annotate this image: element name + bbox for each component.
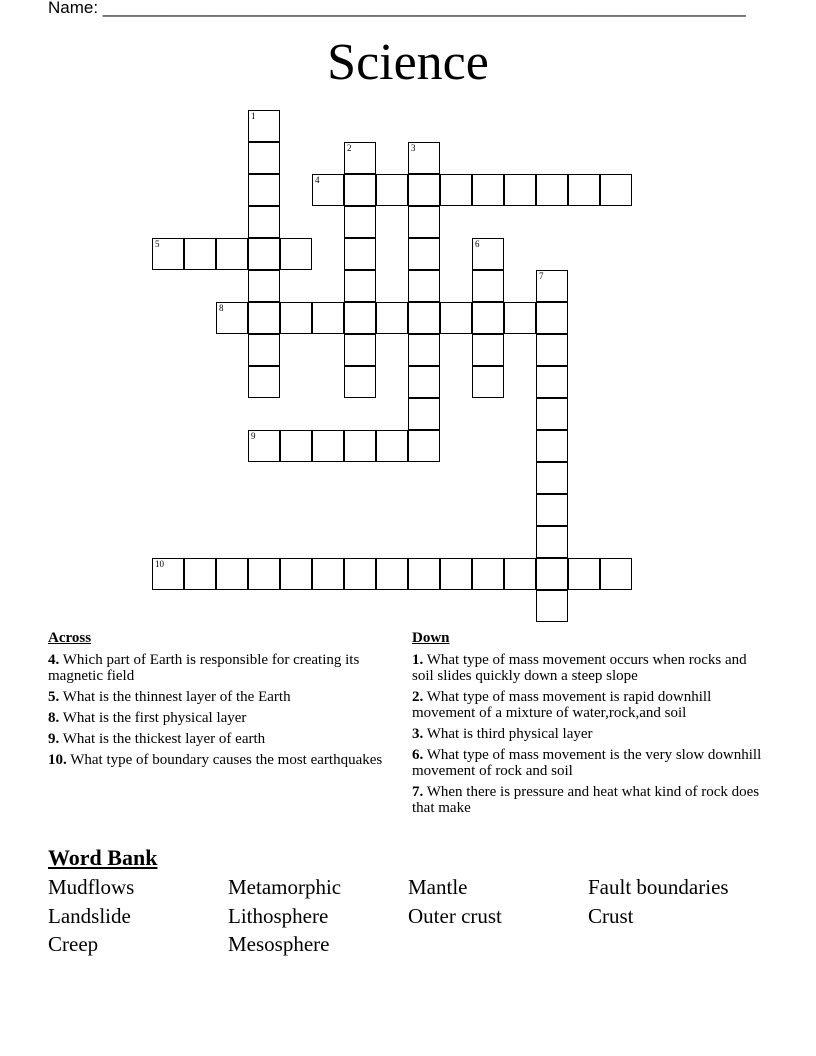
clue-down-1: 1. What type of mass movement occurs when rocks and soil slides quickly down a steep slope — [412, 652, 747, 684]
crossword-cell[interactable] — [248, 142, 280, 174]
crossword-cell[interactable] — [216, 558, 248, 590]
clue-across-5: 5. What is the thinnest layer of the Earth — [48, 689, 291, 705]
crossword-cell[interactable] — [536, 462, 568, 494]
crossword-cell[interactable] — [472, 334, 504, 366]
clue-number: 1 — [251, 111, 256, 121]
crossword-cell[interactable] — [152, 238, 184, 270]
crossword-cell[interactable] — [280, 302, 312, 334]
crossword-cell[interactable] — [536, 398, 568, 430]
crossword-cell[interactable] — [408, 558, 440, 590]
crossword-cell[interactable] — [152, 558, 184, 590]
clue-across-8: 8. What is the first physical layer — [48, 710, 247, 726]
word-bank-item: Mudflows — [48, 875, 135, 899]
crossword-cell[interactable] — [344, 238, 376, 270]
crossword-cell[interactable] — [248, 174, 280, 206]
crossword-cell[interactable] — [312, 558, 344, 590]
crossword-cell[interactable] — [504, 302, 536, 334]
clue-down-7: 7. When there is pressure and heat what kind of rock does that make — [412, 784, 760, 816]
crossword-cell[interactable] — [280, 238, 312, 270]
page-title: Science — [327, 34, 489, 91]
crossword-cell[interactable] — [248, 558, 280, 590]
clue-across-4: 4. Which part of Earth is responsible for creating its magnetic field — [48, 652, 360, 684]
crossword-cell[interactable] — [568, 558, 600, 590]
crossword-cell[interactable] — [216, 238, 248, 270]
word-bank-item: Outer crust — [408, 904, 502, 928]
crossword-cell[interactable] — [248, 206, 280, 238]
crossword-cell[interactable] — [536, 270, 568, 302]
word-bank-item: Lithosphere — [228, 904, 329, 928]
crossword-cell[interactable] — [472, 302, 504, 334]
clue-across-9: 9. What is the thickest layer of earth — [48, 731, 266, 747]
crossword-cell[interactable] — [376, 174, 408, 206]
crossword-cell[interactable] — [504, 174, 536, 206]
crossword-cell[interactable] — [536, 302, 568, 334]
crossword-cell[interactable] — [600, 174, 632, 206]
clue-number: 2 — [347, 143, 352, 153]
crossword-cell[interactable] — [568, 174, 600, 206]
crossword-cell[interactable] — [344, 270, 376, 302]
down-heading: Down — [412, 630, 450, 646]
crossword-cell[interactable] — [408, 430, 440, 462]
crossword-cell[interactable] — [408, 270, 440, 302]
crossword-cell[interactable] — [280, 430, 312, 462]
crossword-cell[interactable] — [248, 302, 280, 334]
down-clues — [412, 630, 768, 821]
crossword-cell[interactable] — [408, 206, 440, 238]
crossword-cell[interactable] — [344, 558, 376, 590]
clue-number: 10 — [155, 559, 164, 569]
crossword-cell[interactable] — [536, 430, 568, 462]
crossword-cell[interactable] — [408, 366, 440, 398]
crossword-cell[interactable] — [344, 142, 376, 174]
crossword-cell[interactable] — [440, 558, 472, 590]
crossword-cell[interactable] — [280, 558, 312, 590]
crossword-cell[interactable] — [344, 206, 376, 238]
crossword-cell[interactable] — [344, 302, 376, 334]
crossword-cell[interactable] — [376, 558, 408, 590]
crossword-cell[interactable] — [440, 302, 472, 334]
crossword-cell[interactable] — [376, 302, 408, 334]
crossword-cell[interactable] — [536, 526, 568, 558]
crossword-cell[interactable] — [536, 558, 568, 590]
word-bank-title: Word Bank — [48, 845, 158, 870]
clue-number: 9 — [251, 431, 256, 441]
clue-down-6: 6. What type of mass movement is the very slow downhill movement of rock and soil — [412, 747, 762, 779]
clue-number: 5 — [155, 239, 160, 249]
crossword-cell[interactable] — [472, 238, 504, 270]
crossword-cell[interactable] — [248, 270, 280, 302]
word-bank-item: Creep — [48, 932, 99, 956]
crossword-cell[interactable] — [536, 174, 568, 206]
crossword-cell[interactable] — [536, 366, 568, 398]
crossword-cell[interactable] — [536, 590, 568, 622]
crossword-cell[interactable] — [248, 110, 280, 142]
clue-number: 8 — [219, 303, 224, 313]
crossword-cell[interactable] — [440, 174, 472, 206]
crossword-cell[interactable] — [184, 238, 216, 270]
word-bank-item: Crust — [588, 904, 634, 928]
word-bank — [48, 845, 778, 961]
crossword-cell[interactable] — [248, 238, 280, 270]
across-clues — [48, 630, 408, 773]
crossword-cell[interactable] — [408, 174, 440, 206]
crossword-cell[interactable] — [248, 430, 280, 462]
word-bank-item: Fault boundaries — [588, 875, 729, 899]
crossword-cell[interactable] — [600, 558, 632, 590]
crossword-cell[interactable] — [184, 558, 216, 590]
across-heading: Across — [48, 630, 92, 646]
crossword-cell[interactable] — [472, 174, 504, 206]
crossword-cell[interactable] — [248, 366, 280, 398]
crossword-cell[interactable] — [472, 366, 504, 398]
crossword-cell[interactable] — [312, 174, 344, 206]
crossword-cell[interactable] — [312, 302, 344, 334]
crossword-cell[interactable] — [312, 430, 344, 462]
word-bank-item: Landslide — [48, 904, 131, 928]
crossword-cell[interactable] — [504, 558, 536, 590]
clue-across-10: 10. What type of boundary causes the most earthquakes — [48, 752, 383, 768]
clue-down-2: 2. What type of mass movement is rapid downhill movement of a mixture of water,rock,and soil — [412, 689, 712, 721]
clue-number: 3 — [411, 143, 416, 153]
crossword-cell[interactable] — [344, 430, 376, 462]
crossword-cell[interactable] — [408, 302, 440, 334]
clue-number: 6 — [475, 239, 480, 249]
clue-down-3: 3. What is third physical layer — [412, 726, 593, 742]
clue-number: 4 — [315, 175, 320, 185]
crossword-cell[interactable] — [344, 366, 376, 398]
word-bank-item: Mantle — [408, 875, 468, 899]
crossword-cell[interactable] — [344, 174, 376, 206]
crossword-cell[interactable] — [376, 430, 408, 462]
crossword-cell[interactable] — [408, 398, 440, 430]
crossword-cell[interactable] — [472, 558, 504, 590]
crossword-cell[interactable] — [472, 270, 504, 302]
word-bank-item: Mesosphere — [228, 932, 330, 956]
crossword-cell[interactable] — [536, 334, 568, 366]
crossword-cell[interactable] — [248, 334, 280, 366]
crossword-cell[interactable] — [536, 494, 568, 526]
crossword-cell[interactable] — [408, 142, 440, 174]
crossword-cell[interactable] — [344, 334, 376, 366]
name-field-label: Name: ____________________________________________________________________ — [48, 0, 746, 17]
clue-number: 7 — [539, 271, 544, 281]
crossword-cell[interactable] — [408, 238, 440, 270]
crossword-cell[interactable] — [216, 302, 248, 334]
word-bank-item: Metamorphic — [228, 875, 342, 899]
crossword-cell[interactable] — [408, 334, 440, 366]
